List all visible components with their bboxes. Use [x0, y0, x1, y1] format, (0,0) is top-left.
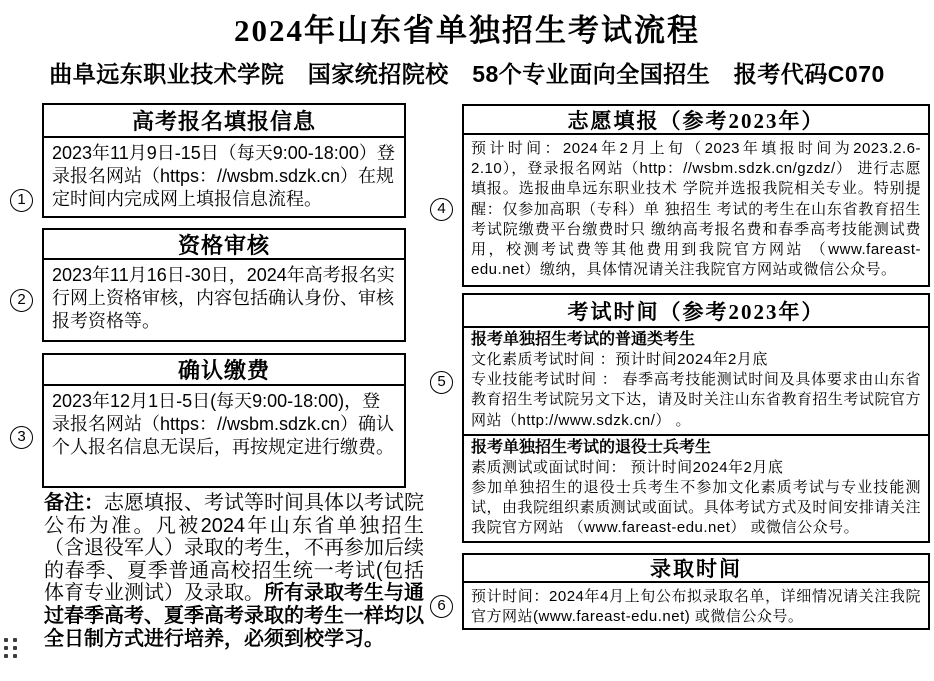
page-subtitle: 曲阜远东职业技术学院 国家统招院校 58个专业面向全国招生 报考代码C070 [49, 61, 885, 87]
step-box-qualification-review-title: 资格审核 [44, 230, 404, 260]
exam-time-section-general-line2: 专业技能考试时间 ： 春季高考技能测试时间及具体要求由山东省教育招生考试院另文下达，请及时关注山东省教育招生考试院官方网站（http://www.sdzk.cn/） 。 [471, 371, 921, 429]
step-circle-5: 5 [430, 371, 453, 394]
step-circle-2: 2 [10, 289, 33, 312]
drag-handle-icon [4, 638, 17, 658]
step-box-admission-time [462, 553, 930, 630]
remark-note-text: 志愿填报、考试等时间具体以考试院公布为准。凡被2024年山东省单独招生（含退役军人）录取的考生，不再参加后续的春季、夏季普通高校招生统一考试(包括体育专业测试）及录取。 [44, 492, 424, 605]
step-box-payment-confirmation-title: 确认缴费 [44, 355, 404, 386]
exam-time-section-general-line1: 文化素质考试时间 ：预计时间2024年2月底 [471, 351, 768, 368]
step-box-admission-time-body: 预计时间：2024年4月上旬公布拟录取名单，详细情况请关注我院官方网站(www.fareast-edu.net) 或微信公众号。 [471, 588, 921, 626]
exam-time-section-veterans-line2: 参加单独招生的退役士兵考生不参加文化素质考试与专业技能测试，由我院组织素质测试或面试。具体考试方式及时间安排请关注我院官方网站 （www.fareast-edu.net） 或微信公众号。 [471, 479, 921, 537]
step-circle-6: 6 [430, 595, 453, 618]
page-title: 2024年山东省单独招生考试流程 [234, 13, 700, 48]
step-box-registration-body: 2023年11月9日-15日（每天9:00-18:00）登录报名网站（https：//wsbm.sdzk.cn）在规定时间内完成网上填报信息流程。 [52, 143, 395, 209]
remark-note [44, 492, 424, 650]
step-box-qualification-review [42, 228, 406, 342]
step-circle-3: 3 [10, 426, 33, 449]
exam-time-section-general [464, 328, 928, 434]
exam-time-section-veterans-heading: 报考单独招生考试的退役士兵考生 [471, 438, 712, 456]
step-box-volunteer-filling-body: 预计时间：2024年2月上旬（2023年填报时间为2023.2.6-2.10），登录报名网站（http：//wsbm.sdzk.cn/gzdz/） 进行志愿填报。选报曲阜远东职业技术 学院并选报我院相关专业。特别提醒：仅参加高职（专科）单 独招生 考试的考生在山东省教育招生考试院缴费平台缴费时只 缴纳高考报名费和春季高考技能测试费用，校测考试费等其他费用到我院官方网站 （www.fareast-edu.net）缴纳，具体情况请关注我院官方网站或微信公众号。 [471, 140, 921, 279]
exam-time-section-veterans-line1: 素质测试或面试时间： 预计时间2024年2月底 [471, 458, 784, 476]
exam-time-section-veterans [464, 434, 928, 542]
step-box-volunteer-filling [462, 104, 930, 287]
exam-time-section-general-heading: 报考单独招生考试的普通类考生 [471, 331, 696, 348]
step-box-admission-time-title: 录取时间 [464, 555, 928, 583]
remark-note-label: 备注： [44, 492, 104, 514]
step-box-registration-title: 高考报名填报信息 [44, 105, 404, 138]
step-box-payment-confirmation-body: 2023年12月1日-5日(每天9:00-18:00)，登录报名网站（https：//wsbm.sdzk.cn）确认个人报名信息无误后，再按规定进行缴费。 [52, 391, 395, 457]
step-box-exam-time-title: 考试时间（参考2023年） [464, 295, 928, 328]
step-box-qualification-review-body: 2023年11月16日-30日，2024年高考报名实行网上资格审核，内容包括确认身份、审核报考资格等。 [52, 265, 395, 331]
step-circle-4: 4 [430, 198, 453, 221]
step-box-exam-time [462, 293, 930, 543]
step-circle-1: 1 [10, 189, 33, 212]
remark-note-bold-text: 所有录取考生与通过春季高考、夏季高考录取的考生一样均以全日制方式进行培养，必须到校学习。 [44, 582, 424, 650]
step-box-volunteer-filling-title: 志愿填报（参考2023年） [464, 106, 928, 135]
step-box-payment-confirmation [42, 353, 406, 488]
step-box-registration [42, 103, 406, 218]
